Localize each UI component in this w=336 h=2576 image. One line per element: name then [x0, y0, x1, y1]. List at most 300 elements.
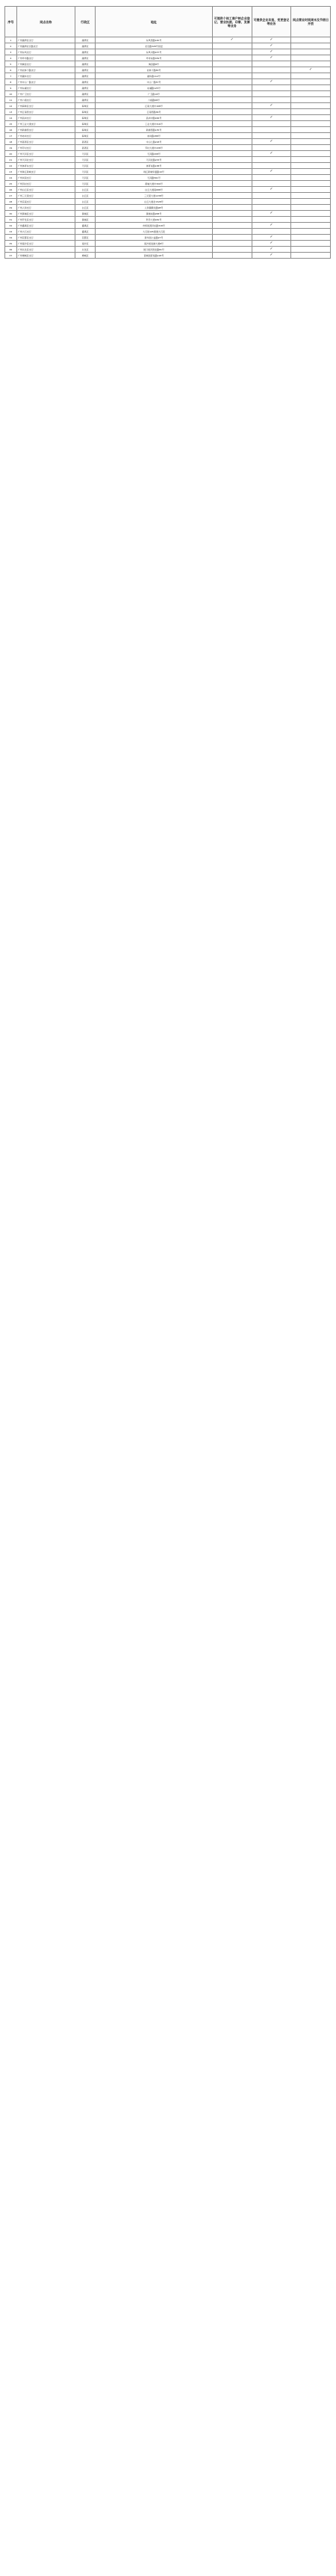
feature-1-check [212, 253, 252, 259]
address: 工业大道中316号 [96, 121, 213, 127]
feature-3-check [291, 217, 331, 223]
feature-1-check [212, 145, 252, 151]
feature-2-check: ✓ [252, 235, 291, 241]
feature-1-check [212, 223, 252, 229]
row-number: 27 [5, 193, 17, 199]
row-number: 24 [5, 175, 17, 181]
district: 天河区 [75, 181, 96, 187]
district: 白云区 [75, 187, 96, 193]
feature-3-check [291, 223, 331, 229]
branch-name: 广州天河北支行 [16, 157, 75, 163]
feature-3-check [291, 55, 331, 61]
feature-1-check [212, 115, 252, 121]
row-number: 21 [5, 157, 17, 163]
address: 芳村大道中438号 [96, 145, 213, 151]
table-row [5, 193, 331, 199]
feature-1-check [212, 121, 252, 127]
header-no: 序号 [5, 7, 17, 37]
district: 越秀区 [75, 85, 96, 91]
feature-2-check [252, 109, 291, 115]
district: 越秀区 [75, 61, 96, 67]
branch-name: 广州岗顶支行 [16, 175, 75, 181]
feature-2-check: ✓ [252, 43, 291, 49]
feature-2-check [252, 73, 291, 79]
feature-3-check [291, 205, 331, 211]
feature-2-check: ✓ [252, 103, 291, 109]
branch-name: 广州六榕支行 [16, 97, 75, 103]
table-row [5, 91, 331, 97]
feature-3-check [291, 181, 331, 187]
feature-1-check [212, 181, 252, 187]
district: 海珠区 [75, 133, 96, 139]
feature-1-check [212, 139, 252, 145]
feature-2-check: ✓ [252, 247, 291, 253]
table-row [5, 241, 331, 247]
district: 越秀区 [75, 73, 96, 79]
table-row [5, 223, 331, 229]
feature-1-check [212, 151, 252, 157]
header-name: 网点名称 [16, 7, 75, 37]
feature-3-check [291, 235, 331, 241]
feature-1-check [212, 55, 252, 61]
table-row [5, 145, 331, 151]
feature-1-check [212, 199, 252, 205]
feature-3-check [291, 145, 331, 151]
branch-name: 广州黄埔区支行 [16, 211, 75, 217]
feature-2-check: ✓ [252, 211, 291, 217]
feature-2-check: ✓ [252, 223, 291, 229]
header-address: 地址 [96, 7, 213, 37]
table-row [5, 229, 331, 235]
row-number: 35 [5, 241, 17, 247]
feature-1-check [212, 163, 252, 169]
feature-1-check [212, 235, 252, 241]
district: 天河区 [75, 163, 96, 169]
address: 六榕路68号 [96, 97, 213, 103]
header-district: 行政区 [75, 7, 96, 37]
feature-2-check [252, 217, 291, 223]
feature-1-check [212, 67, 252, 73]
feature-3-check [291, 103, 331, 109]
feature-1-check [212, 187, 252, 193]
branch-name: 广州越秀区支行 [16, 37, 75, 43]
table-row [5, 103, 331, 109]
feature-2-check [252, 127, 291, 133]
feature-3-check [291, 37, 331, 43]
branch-name: 广州珠江新城支行 [16, 169, 75, 175]
feature-3-check [291, 109, 331, 115]
feature-3-check [291, 253, 331, 259]
branch-name: 广州工业大道支行 [16, 121, 75, 127]
branch-name: 广州三元里支行 [16, 193, 75, 199]
table-row [5, 85, 331, 91]
row-number: 30 [5, 211, 17, 217]
row-number: 5 [5, 61, 17, 67]
row-number: 1 [5, 37, 17, 43]
row-number: 22 [5, 163, 17, 169]
row-number: 25 [5, 181, 17, 187]
address: 天河路208号 [96, 151, 213, 157]
table-row [5, 133, 331, 139]
feature-2-check: ✓ [252, 79, 291, 85]
address: 天河路561号 [96, 175, 213, 181]
district: 白云区 [75, 193, 96, 199]
feature-2-check [252, 91, 291, 97]
branch-name: 广州东风支行 [16, 49, 75, 55]
header-feature-1: 可提供个体工商户转企业登记、营业执照、印章、发票等业务 [212, 7, 252, 37]
address: 广卫路19号 [96, 91, 213, 97]
district: 天河区 [75, 157, 96, 163]
feature-1-check [212, 85, 252, 91]
feature-3-check [291, 49, 331, 55]
feature-1-check [212, 241, 252, 247]
district: 海珠区 [75, 115, 96, 121]
district: 越秀区 [75, 43, 96, 49]
table-row [5, 175, 331, 181]
branch-name: 广州体育东支行 [16, 163, 75, 169]
branch-name: 广州中山一路支行 [16, 79, 75, 85]
row-number: 34 [5, 235, 17, 241]
district: 海珠区 [75, 103, 96, 109]
address: 市桥街清河东路318号 [96, 223, 213, 229]
address: 黄埔大道中309号 [96, 181, 213, 187]
branch-name: 广州越秀北京路支行 [16, 43, 75, 49]
feature-3-check [291, 157, 331, 163]
branch-name: 广州大石支行 [16, 229, 75, 235]
branch-name: 广州花都区支行 [16, 235, 75, 241]
feature-3-check [291, 193, 331, 199]
branch-name: 广州员村支行 [16, 181, 75, 187]
row-number: 4 [5, 55, 17, 61]
feature-1-check [212, 247, 252, 253]
row-number: 9 [5, 85, 17, 91]
feature-2-check [252, 121, 291, 127]
feature-2-check: ✓ [252, 49, 291, 55]
address: 中山七路218号 [96, 139, 213, 145]
branch-name: 广州淘金支行 [16, 61, 75, 67]
address: 南沙街进港大道8号 [96, 241, 213, 247]
feature-3-check [291, 127, 331, 133]
feature-2-check: ✓ [252, 169, 291, 175]
address: 体育东路138号 [96, 163, 213, 169]
row-number: 11 [5, 97, 17, 103]
feature-1-check [212, 133, 252, 139]
branch-name: 广州农林下路支行 [16, 67, 75, 73]
feature-2-check [252, 199, 291, 205]
address: 科学大道182号 [96, 217, 213, 223]
feature-3-check [291, 175, 331, 181]
feature-3-check [291, 133, 331, 139]
district: 越秀区 [75, 91, 96, 97]
table-row [5, 109, 331, 115]
feature-3-check [291, 121, 331, 127]
address: 江南大道中168号 [96, 103, 213, 109]
feature-2-check: ✓ [252, 139, 291, 145]
address: 荔城街府佑路118号 [96, 253, 213, 259]
feature-1-check [212, 103, 252, 109]
address: 环市东路339号 [96, 55, 213, 61]
feature-3-check [291, 115, 331, 121]
address: 三元里大道1238号 [96, 193, 213, 199]
branch-name: 广州环市路支行 [16, 55, 75, 61]
feature-2-check [252, 133, 291, 139]
feature-3-check [291, 139, 331, 145]
feature-1-check [212, 91, 252, 97]
row-number: 12 [5, 103, 17, 109]
feature-3-check [291, 211, 331, 217]
feature-2-check: ✓ [252, 253, 291, 259]
feature-3-check [291, 97, 331, 103]
feature-2-check [252, 205, 291, 211]
district: 荔湾区 [75, 145, 96, 151]
table-row [5, 211, 331, 217]
table-row [5, 43, 331, 49]
branch-name: 广州南沙区支行 [16, 241, 75, 247]
feature-3-check [291, 43, 331, 49]
row-number: 37 [5, 253, 17, 259]
table-body [5, 37, 331, 259]
address: 人和镇鹤龙路98号 [96, 205, 213, 211]
district: 越秀区 [75, 79, 96, 85]
address: 新华街公益路27号 [96, 235, 213, 241]
branch-name: 广州芳村支行 [16, 145, 75, 151]
address: 中山一路57号 [96, 79, 213, 85]
district: 南沙区 [75, 241, 96, 247]
branch-name: 广州赤岗支行 [16, 133, 75, 139]
feature-2-check [252, 157, 291, 163]
table-row [5, 97, 331, 103]
feature-1-check [212, 205, 252, 211]
feature-2-check [252, 85, 291, 91]
feature-1-check [212, 157, 252, 163]
table-row [5, 187, 331, 193]
row-number: 13 [5, 109, 17, 115]
branch-name: 广州越华支行 [16, 73, 75, 79]
row-number: 29 [5, 205, 17, 211]
district: 增城区 [75, 253, 96, 259]
feature-1-check [212, 43, 252, 49]
feature-2-check: ✓ [252, 55, 291, 61]
feature-1-check [212, 61, 252, 67]
feature-3-check [291, 229, 331, 235]
feature-3-check [291, 169, 331, 175]
table-row [5, 205, 331, 211]
row-number: 14 [5, 115, 17, 121]
district: 番禺区 [75, 229, 96, 235]
address: 北京路328号首层 [96, 43, 213, 49]
feature-3-check [291, 241, 331, 247]
feature-3-check [291, 91, 331, 97]
feature-1-check [212, 169, 252, 175]
district: 白云区 [75, 199, 96, 205]
feature-2-check: ✓ [252, 151, 291, 157]
district: 从化区 [75, 247, 96, 253]
branch-name: 广州昌岗支行 [16, 115, 75, 121]
feature-1-check [212, 229, 252, 235]
branch-name: 广州从化区支行 [16, 247, 75, 253]
address: 新港西路135号 [96, 127, 213, 133]
table-row [5, 55, 331, 61]
feature-1-check [212, 211, 252, 217]
table-row [5, 217, 331, 223]
row-number: 17 [5, 133, 17, 139]
row-number: 15 [5, 121, 17, 127]
district: 越秀区 [75, 97, 96, 103]
feature-1-check [212, 97, 252, 103]
table-header-row [5, 7, 331, 37]
feature-1-check [212, 73, 252, 79]
address: 昌岗中路166号 [96, 115, 213, 121]
address: 大石街105国道大石段 [96, 229, 213, 235]
district: 天河区 [75, 169, 96, 175]
district: 海珠区 [75, 127, 96, 133]
district: 越秀区 [75, 55, 96, 61]
row-number: 16 [5, 127, 17, 133]
row-number: 8 [5, 79, 17, 85]
row-number: 7 [5, 73, 17, 79]
row-number: 19 [5, 145, 17, 151]
district: 海珠区 [75, 109, 96, 115]
header-feature-3: 网点营业时间周末及节假日开放 [291, 7, 331, 37]
feature-1-check [212, 193, 252, 199]
feature-3-check [291, 187, 331, 193]
feature-2-check [252, 61, 291, 67]
table-row [5, 127, 331, 133]
district: 白云区 [75, 205, 96, 211]
table-row [5, 79, 331, 85]
address: 天河北路233号 [96, 157, 213, 163]
table-row [5, 181, 331, 187]
feature-2-check [252, 97, 291, 103]
row-number: 2 [5, 43, 17, 49]
address: 珠江新城华夏路10号 [96, 169, 213, 175]
feature-3-check [291, 199, 331, 205]
feature-2-check [252, 181, 291, 187]
address: 白云大道北1528号 [96, 199, 213, 205]
branch-name: 广州增城区支行 [16, 253, 75, 259]
district: 天河区 [75, 151, 96, 157]
table-row [5, 235, 331, 241]
branch-name: 广州海珠区支行 [16, 103, 75, 109]
address: 街口街河滨北路81号 [96, 247, 213, 253]
address: 白云大道南688号 [96, 187, 213, 193]
feature-1-check [212, 175, 252, 181]
header-feature-2: 可提供企业年报、变更登记等业务 [252, 7, 291, 37]
row-number: 26 [5, 187, 17, 193]
feature-3-check [291, 79, 331, 85]
district: 天河区 [75, 175, 96, 181]
address: 赤岗路288号 [96, 133, 213, 139]
district: 越秀区 [75, 67, 96, 73]
table-row [5, 247, 331, 253]
feature-3-check [291, 61, 331, 67]
feature-1-check: ✓ [212, 37, 252, 43]
feature-2-check: ✓ [252, 241, 291, 247]
table-row [5, 49, 331, 55]
table-row [5, 73, 331, 79]
feature-2-check: ✓ [252, 115, 291, 121]
address: 越华路112号 [96, 73, 213, 79]
feature-1-check [212, 79, 252, 85]
table-row [5, 121, 331, 127]
branch-name: 广州江南西支行 [16, 109, 75, 115]
district: 番禺区 [75, 223, 96, 229]
address: 江南西路36号 [96, 109, 213, 115]
feature-1-check [212, 217, 252, 223]
branch-name: 广州白云区支行 [16, 187, 75, 193]
feature-1-check [212, 109, 252, 115]
branch-name: 广州天河区支行 [16, 151, 75, 157]
branch-table [4, 6, 331, 259]
feature-3-check [291, 73, 331, 79]
district: 越秀区 [75, 49, 96, 55]
table-row [5, 139, 331, 145]
feature-3-check: ✓ [291, 67, 331, 73]
table-row [5, 37, 331, 43]
address: 东风中路437号 [96, 49, 213, 55]
row-number: 18 [5, 139, 17, 145]
feature-2-check [252, 67, 291, 73]
address: 淘金路8号 [96, 61, 213, 67]
district: 花都区 [75, 235, 96, 241]
branch-name: 广州开发区支行 [16, 217, 75, 223]
feature-2-check: ✓ [252, 187, 291, 193]
row-number: 36 [5, 247, 17, 253]
address: 农林下路83号 [96, 67, 213, 73]
table-row [5, 157, 331, 163]
table-row [5, 253, 331, 259]
table-row [5, 151, 331, 157]
feature-3-check [291, 151, 331, 157]
branch-name: 广州东湖支行 [16, 85, 75, 91]
address: 东湖路125号 [96, 85, 213, 91]
feature-2-check [252, 145, 291, 151]
address: 东风西路140号 [96, 37, 213, 43]
branch-name: 广州京溪支行 [16, 199, 75, 205]
branch-name: 广州新港西支行 [16, 127, 75, 133]
branch-name: 广州荔湾区支行 [16, 139, 75, 145]
branch-name: 广州人和支行 [16, 205, 75, 211]
table-row [5, 115, 331, 121]
row-number: 3 [5, 49, 17, 55]
row-number: 33 [5, 229, 17, 235]
feature-1-check [212, 127, 252, 133]
row-number: 31 [5, 217, 17, 223]
district: 越秀区 [75, 37, 96, 43]
feature-3-check [291, 85, 331, 91]
branch-name: 广州番禺区支行 [16, 223, 75, 229]
row-number: 32 [5, 223, 17, 229]
row-number: 28 [5, 199, 17, 205]
feature-2-check: ✓ [252, 37, 291, 43]
row-number: 20 [5, 151, 17, 157]
branch-name: 广州广卫支行 [16, 91, 75, 97]
feature-1-check [212, 49, 252, 55]
district: 海珠区 [75, 121, 96, 127]
row-number: 10 [5, 91, 17, 97]
row-number: 6 [5, 67, 17, 73]
table-row [5, 199, 331, 205]
table-row [5, 169, 331, 175]
table-row [5, 163, 331, 169]
address: 黄埔东路268号 [96, 211, 213, 217]
feature-2-check [252, 229, 291, 235]
row-number: 23 [5, 169, 17, 175]
feature-2-check [252, 163, 291, 169]
feature-2-check [252, 193, 291, 199]
feature-3-check [291, 163, 331, 169]
district: 黄埔区 [75, 211, 96, 217]
